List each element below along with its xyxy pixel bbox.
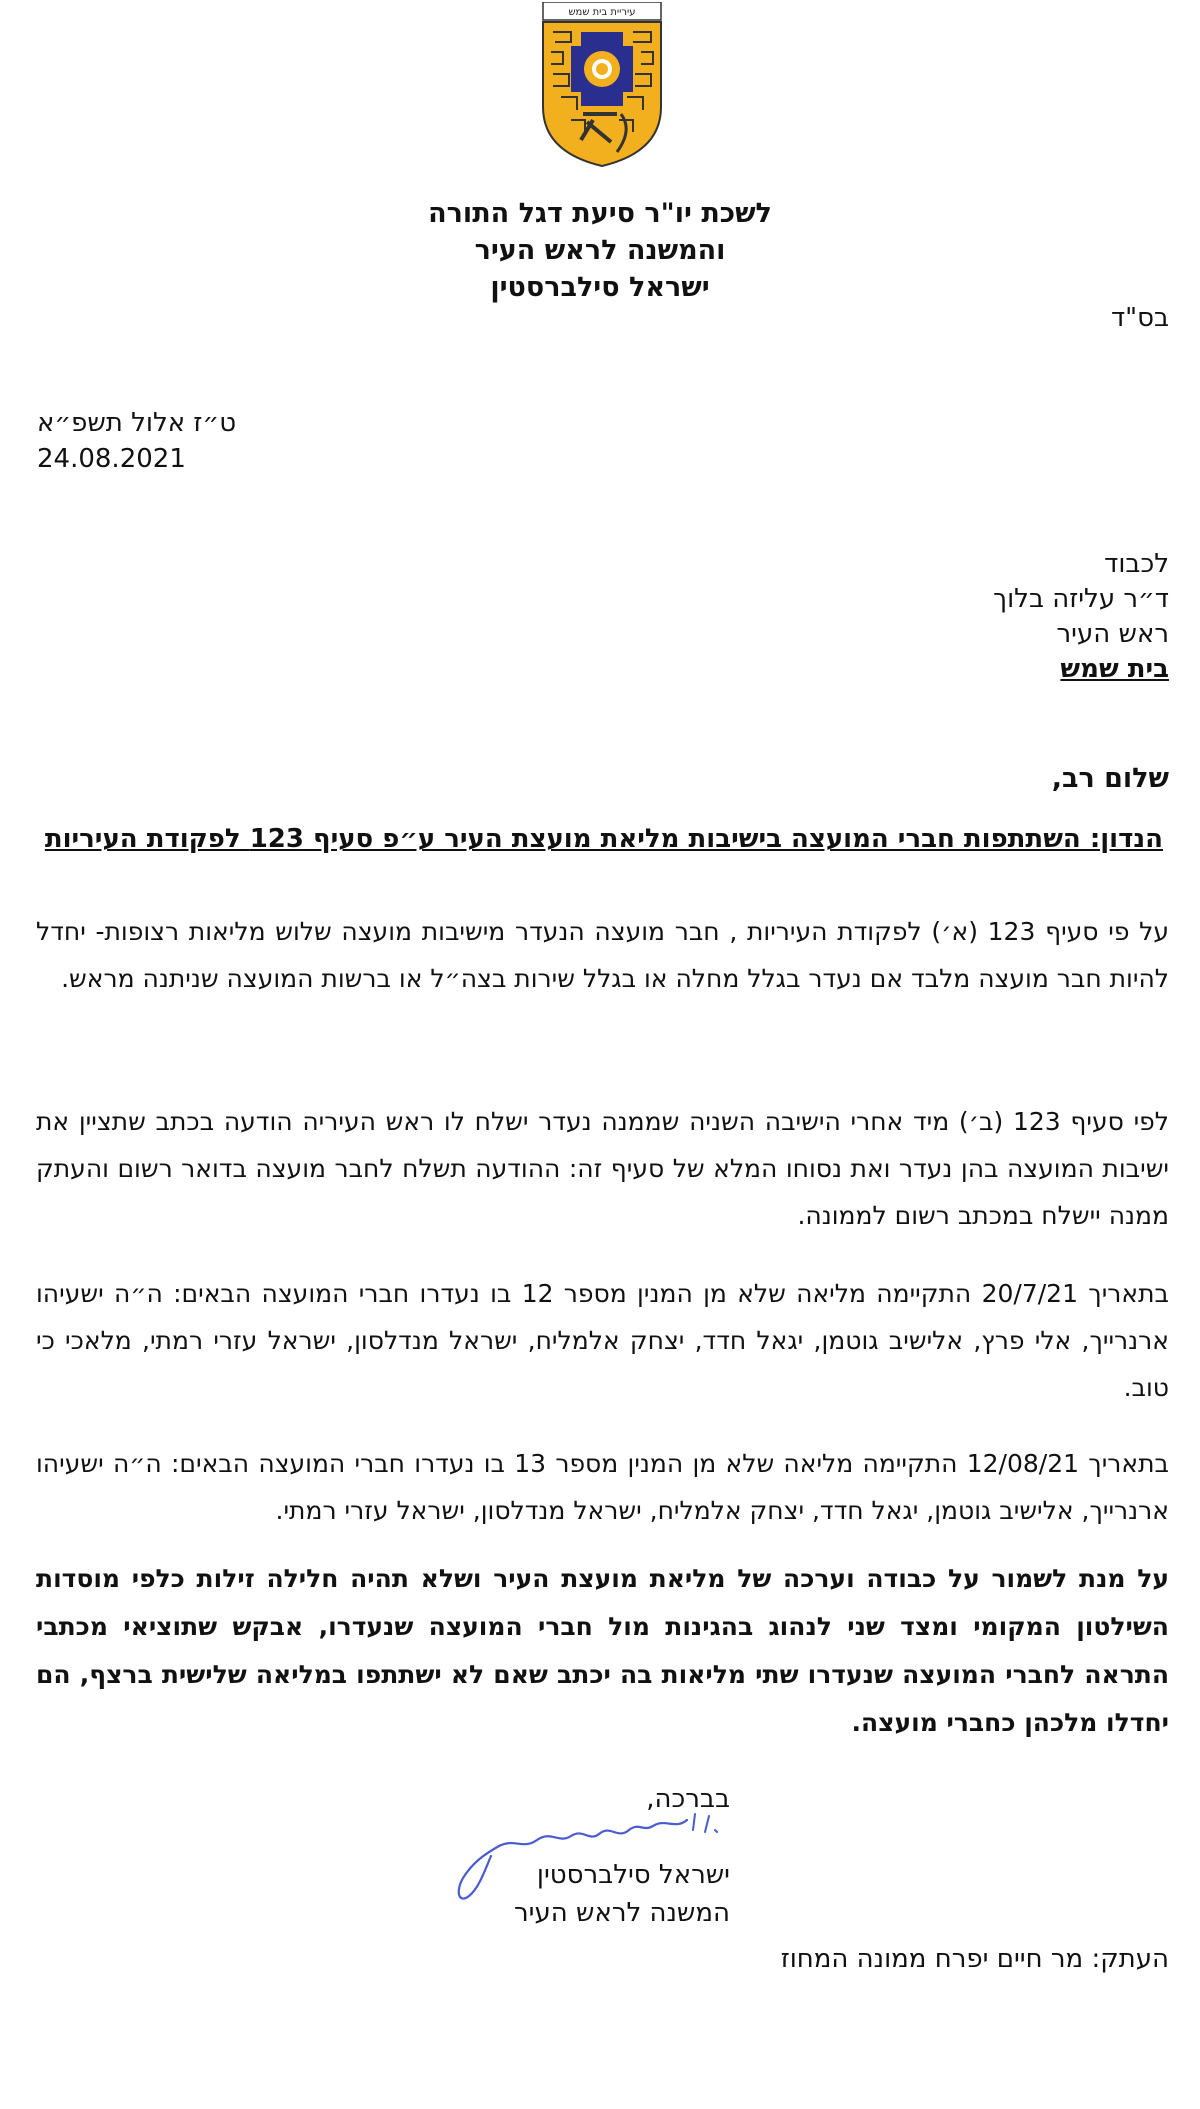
header-line-deputy: והמשנה לראש העיר [474, 235, 726, 266]
recipient-name: ד״ר עליזה בלוך [993, 584, 1169, 614]
bsd-mark: בס"ד [1110, 303, 1169, 333]
signature-spacer [440, 1818, 730, 1856]
gregorian-date: 24.08.2021 [37, 444, 186, 474]
signer-name: ישראל סילברסטין [536, 1860, 730, 1890]
city-emblem-logo [541, 2, 663, 168]
body-paragraph-3: בתאריך 20/7/21 התקיימה מליאה שלא מן המנין מספר 12 בו נעדרו חברי המועצה הבאים: ה״ה ישעיהו ארנרייך, אלי פרץ, אלישיב גוטמן, יגאל חדד, יצחק אלמליח, ישראל מנדלסון, ישראל עזרי רמתי, מלאכי כי טוב. [36, 1279, 1170, 1402]
emblem-caption: עיריית בית שמש [568, 7, 636, 18]
cc-line: העתק: מר חיים יפרח ממונה המחוז [780, 1944, 1169, 1974]
date-block [37, 405, 437, 477]
recipient-city: בית שמש [1060, 654, 1169, 684]
recipient-honorific: לכבוד [1104, 549, 1169, 579]
closing-text: בברכה, [646, 1784, 730, 1814]
recipient-title: ראש העיר [1056, 619, 1169, 649]
greeting: שלום רב, [1051, 763, 1169, 794]
hebrew-date: ט״ז אלול תשפ״א [37, 408, 237, 438]
header-line-name: ישראל סילברסטין [490, 272, 710, 303]
body-paragraph-request: על מנת לשמור על כבודה וערכה של מליאת מועצת העיר ושלא תהיה חלילה זילות כלפי מוסדות השילטון המקומי ומצד שני לנהוג בהגינות מול חברי המועצה שנעדרו, אבקש שתוציאי מכתבי התראה לחברי המועצה שנעדרו שתי מליאות בה יכתב שאם לא ישתתפו במליאה שלישית ברצף, הם יחדלו מלכהן כחברי מועצה. [36, 1564, 1169, 1737]
subject-line: הנדון: השתתפות חברי המועצה בישיבות מליאת מועצת העיר ע״פ סעיף 123 לפקודת העיריות [44, 824, 1163, 854]
body-paragraph-2: לפי סעיף 123 (ב׳) מיד אחרי הישיבה השניה שממנה נעדר ישלח לו ראש העיריה הודעה בכתב שתציין את ישיבות המועצה בהן נעדר ואת נסוחו המלא של סעיף זה: ההודעה תשלח לחבר מועצה בדואר רשום והעתק ממנה יישלח במכתב רשום לממונה. [36, 1107, 1170, 1230]
signoff-block [440, 1780, 730, 1932]
header-line-faction: לשכת יו"ר סיעת דגל התורה [428, 198, 772, 229]
body-paragraph-1: על פי סעיף 123 (א׳) לפקודת העיריות , חבר מועצה הנעדר מישיבות מועצה שלוש מליאות רצופות- יחדל להיות חבר מועצה מלבד אם נעדר בגלל מחלה או בגלל שירות בצה״ל או ברשות המועצה שניתנה מראש. [36, 917, 1169, 993]
body-paragraph-4: בתאריך 12/08/21 התקיימה מליאה שלא מן המנין מספר 13 בו נעדרו חברי המועצה הבאים: ה״ה ישעיהו ארנרייך, אלישיב גוטמן, יגאל חדד, יצחק אלמליח, ישראל מנדלסון, ישראל עזרי רמתי. [36, 1449, 1170, 1525]
signer-role: המשנה לראש העיר [514, 1898, 730, 1928]
recipient-block [993, 547, 1169, 687]
